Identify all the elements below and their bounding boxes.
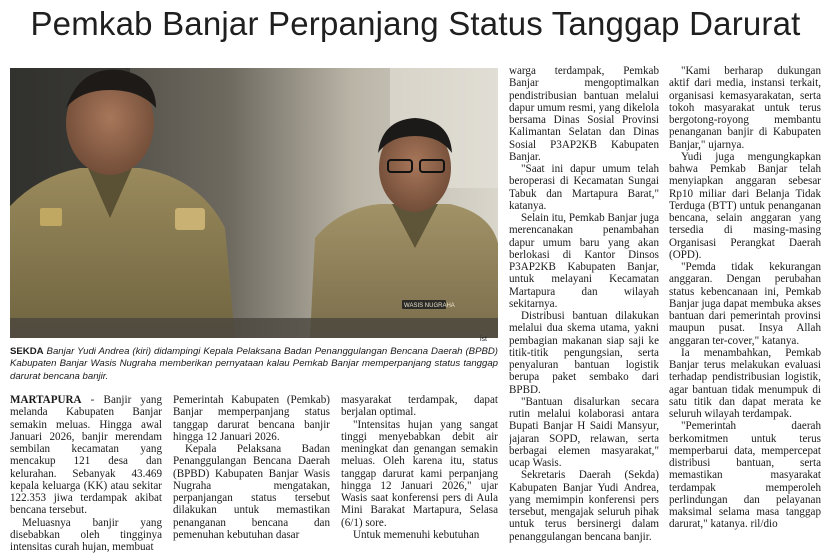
paragraph: Sekretaris Daerah (Sekda) Kabupaten Banjar Yudi Andrea, yang memimpin konferensi pers tersebut, mengajak seluruh pihak untuk terus bersinergi dalam penanggulangan bencana banjir. xyxy=(509,469,659,543)
paragraph: Yudi juga mengungkapkan bahwa Pemkab Banjar telah menyiapkan anggaran sebesar Rp10 miliar dari Belanja Tidak Terduga (BTT) untuk penanganan bencana, selain anggaran yang tersedia di masing-masing Organisasi Perangkat Daerah (OPD). xyxy=(669,150,821,261)
article-column-5 xyxy=(669,65,821,557)
paragraph: Kepala Pelaksana Badan Penanggulangan Bencana Daerah (BPBD) Kabupaten Banjar Wasis Nugraha mengatakan, perpanjangan status tersebut dilakukan untuk memastikan penanganan bencana dan pemenuhan kebutuhan dasar xyxy=(173,443,330,541)
paragraph-text: - Banjir yang melanda Kabupaten Banjar semakin meluas. Hingga awal Januari 2026, banjir merendam sembilan kecamatan yang mencakup 121 desa dan kelurahan. Sebanyak 43.469 kepala keluarga (KK) atau sekitar 122.353 jiwa terdampak akibat bencana tersebut. xyxy=(10,394,162,517)
photo-credit: ist xyxy=(480,336,487,343)
photo-caption xyxy=(10,346,498,392)
article-column-2 xyxy=(173,394,330,557)
headline: Pemkab Banjar Perpanjang Status Tanggap Darurat xyxy=(30,5,801,42)
dateline: MARTAPURA xyxy=(10,394,82,406)
paragraph: "Saat ini dapur umum telah beroperasi di Kecamatan Sungai Tabuk dan Martapura Barat," katanya. xyxy=(509,163,659,212)
paragraph: "Pemerintah daerah berkomitmen untuk terus memperbarui data, mempercepat distribusi bantuan, serta memastikan masyarakat terdampak memperoleh perlindungan dan pelayanan maksimal selama masa tanggap darurat," katanya. ril/dio xyxy=(669,420,821,531)
paragraph: "Pemda tidak kekurangan anggaran. Dengan perubahan status kebencanaan ini, Pemkab Banjar juga dapat membuka akses bantuan dari pemerintah provinsi maupun pusat. Insya Allah anggaran ter-cover," katanya. xyxy=(669,261,821,347)
photo-illustration xyxy=(10,68,498,338)
paragraph: masyarakat terdampak, dapat berjalan optimal. xyxy=(341,394,498,419)
paragraph: Pemerintah Kabupaten (Pemkab) Banjar memperpanjang status tanggap darurat bencana banjir hingga 12 Januari 2026. xyxy=(173,394,330,443)
paragraph: Selain itu, Pemkab Banjar juga merencanakan penambahan dapur umum baru yang akan berlokasi di Kantor Dinsos P3AP2KB Kabupaten Banjar, untuk melayani Kecamatan Martapura dan wilayah sekitarnya. xyxy=(509,212,659,310)
caption-text: Banjar Yudi Andrea (kiri) didampingi Kepala Pelaksana Badan Penanggulangan Bencana Daerah (BPBD) Kabupaten Banjar Wasis Nugraha memberikan pernyataan kalau Pemkab Banjar memperpanjang status tanggap darurat bencana banjir. xyxy=(10,346,498,382)
news-photo xyxy=(10,68,498,338)
nametag-right: WASIS NUGRAHA xyxy=(404,303,455,309)
paragraph: "Intensitas hujan yang sangat tinggi menyebabkan debit air meningkat dan genangan semakin meluas. Oleh karena itu, status tanggap darurat kami perpanjang hingga 12 Januari 2026," ujar Wasis saat konferensi pers di Aula Mini Barakat Martapura, Selasa (6/1) sore. xyxy=(341,418,498,529)
paragraph: "Kami berharap dukungan aktif dari media, instansi terkait, organisasi kemasyarakatan, serta tokoh masyarakat untuk terus bergotong-royong membantu penanganan banjir di Kabupaten Banjar," ujarnya. xyxy=(669,65,821,151)
paragraph: Distribusi bantuan dilakukan melalui dua skema utama, yakni pembagian makanan siap saji ke titik-titik pengungsian, serta penyaluran bantuan logistik berupa paket sembako dari BPBD. xyxy=(509,310,659,396)
paragraph: "Bantuan disalurkan secara rutin melalui kolaborasi antara Bupati Banjar H Saidi Mansyur, jajaran SOPD, relawan, serta berbagai elemen masyarakat," ucap Wasis. xyxy=(509,395,659,469)
caption-lead: SEKDA xyxy=(10,346,44,357)
paragraph: Ia menambahkan, Pemkab Banjar terus melakukan evaluasi terhadap pendistribusian logistik, agar bantuan tidak menumpuk di satu titik dan dapat merata ke seluruh wilayah terdampak. xyxy=(669,346,821,420)
paragraph: Meluasnya banjir yang disebabkan oleh tingginya intensitas curah hujan, membuat xyxy=(10,516,162,553)
paragraph: warga terdampak, Pemkab Banjar mengoptimalkan pendistribusian bantuan melalui dapur umum resmi, yang dikelola bersama Dinas Sosial Provinsi Kalimantan Selatan dan Dinas Sosial P3AP2KB Kabupaten Banjar. xyxy=(509,65,659,163)
article-column-1 xyxy=(10,394,162,557)
article-column-4 xyxy=(509,65,659,557)
article-column-3 xyxy=(341,394,498,557)
paragraph xyxy=(10,394,162,517)
paragraph: Untuk memenuhi kebutuhan xyxy=(353,528,480,541)
